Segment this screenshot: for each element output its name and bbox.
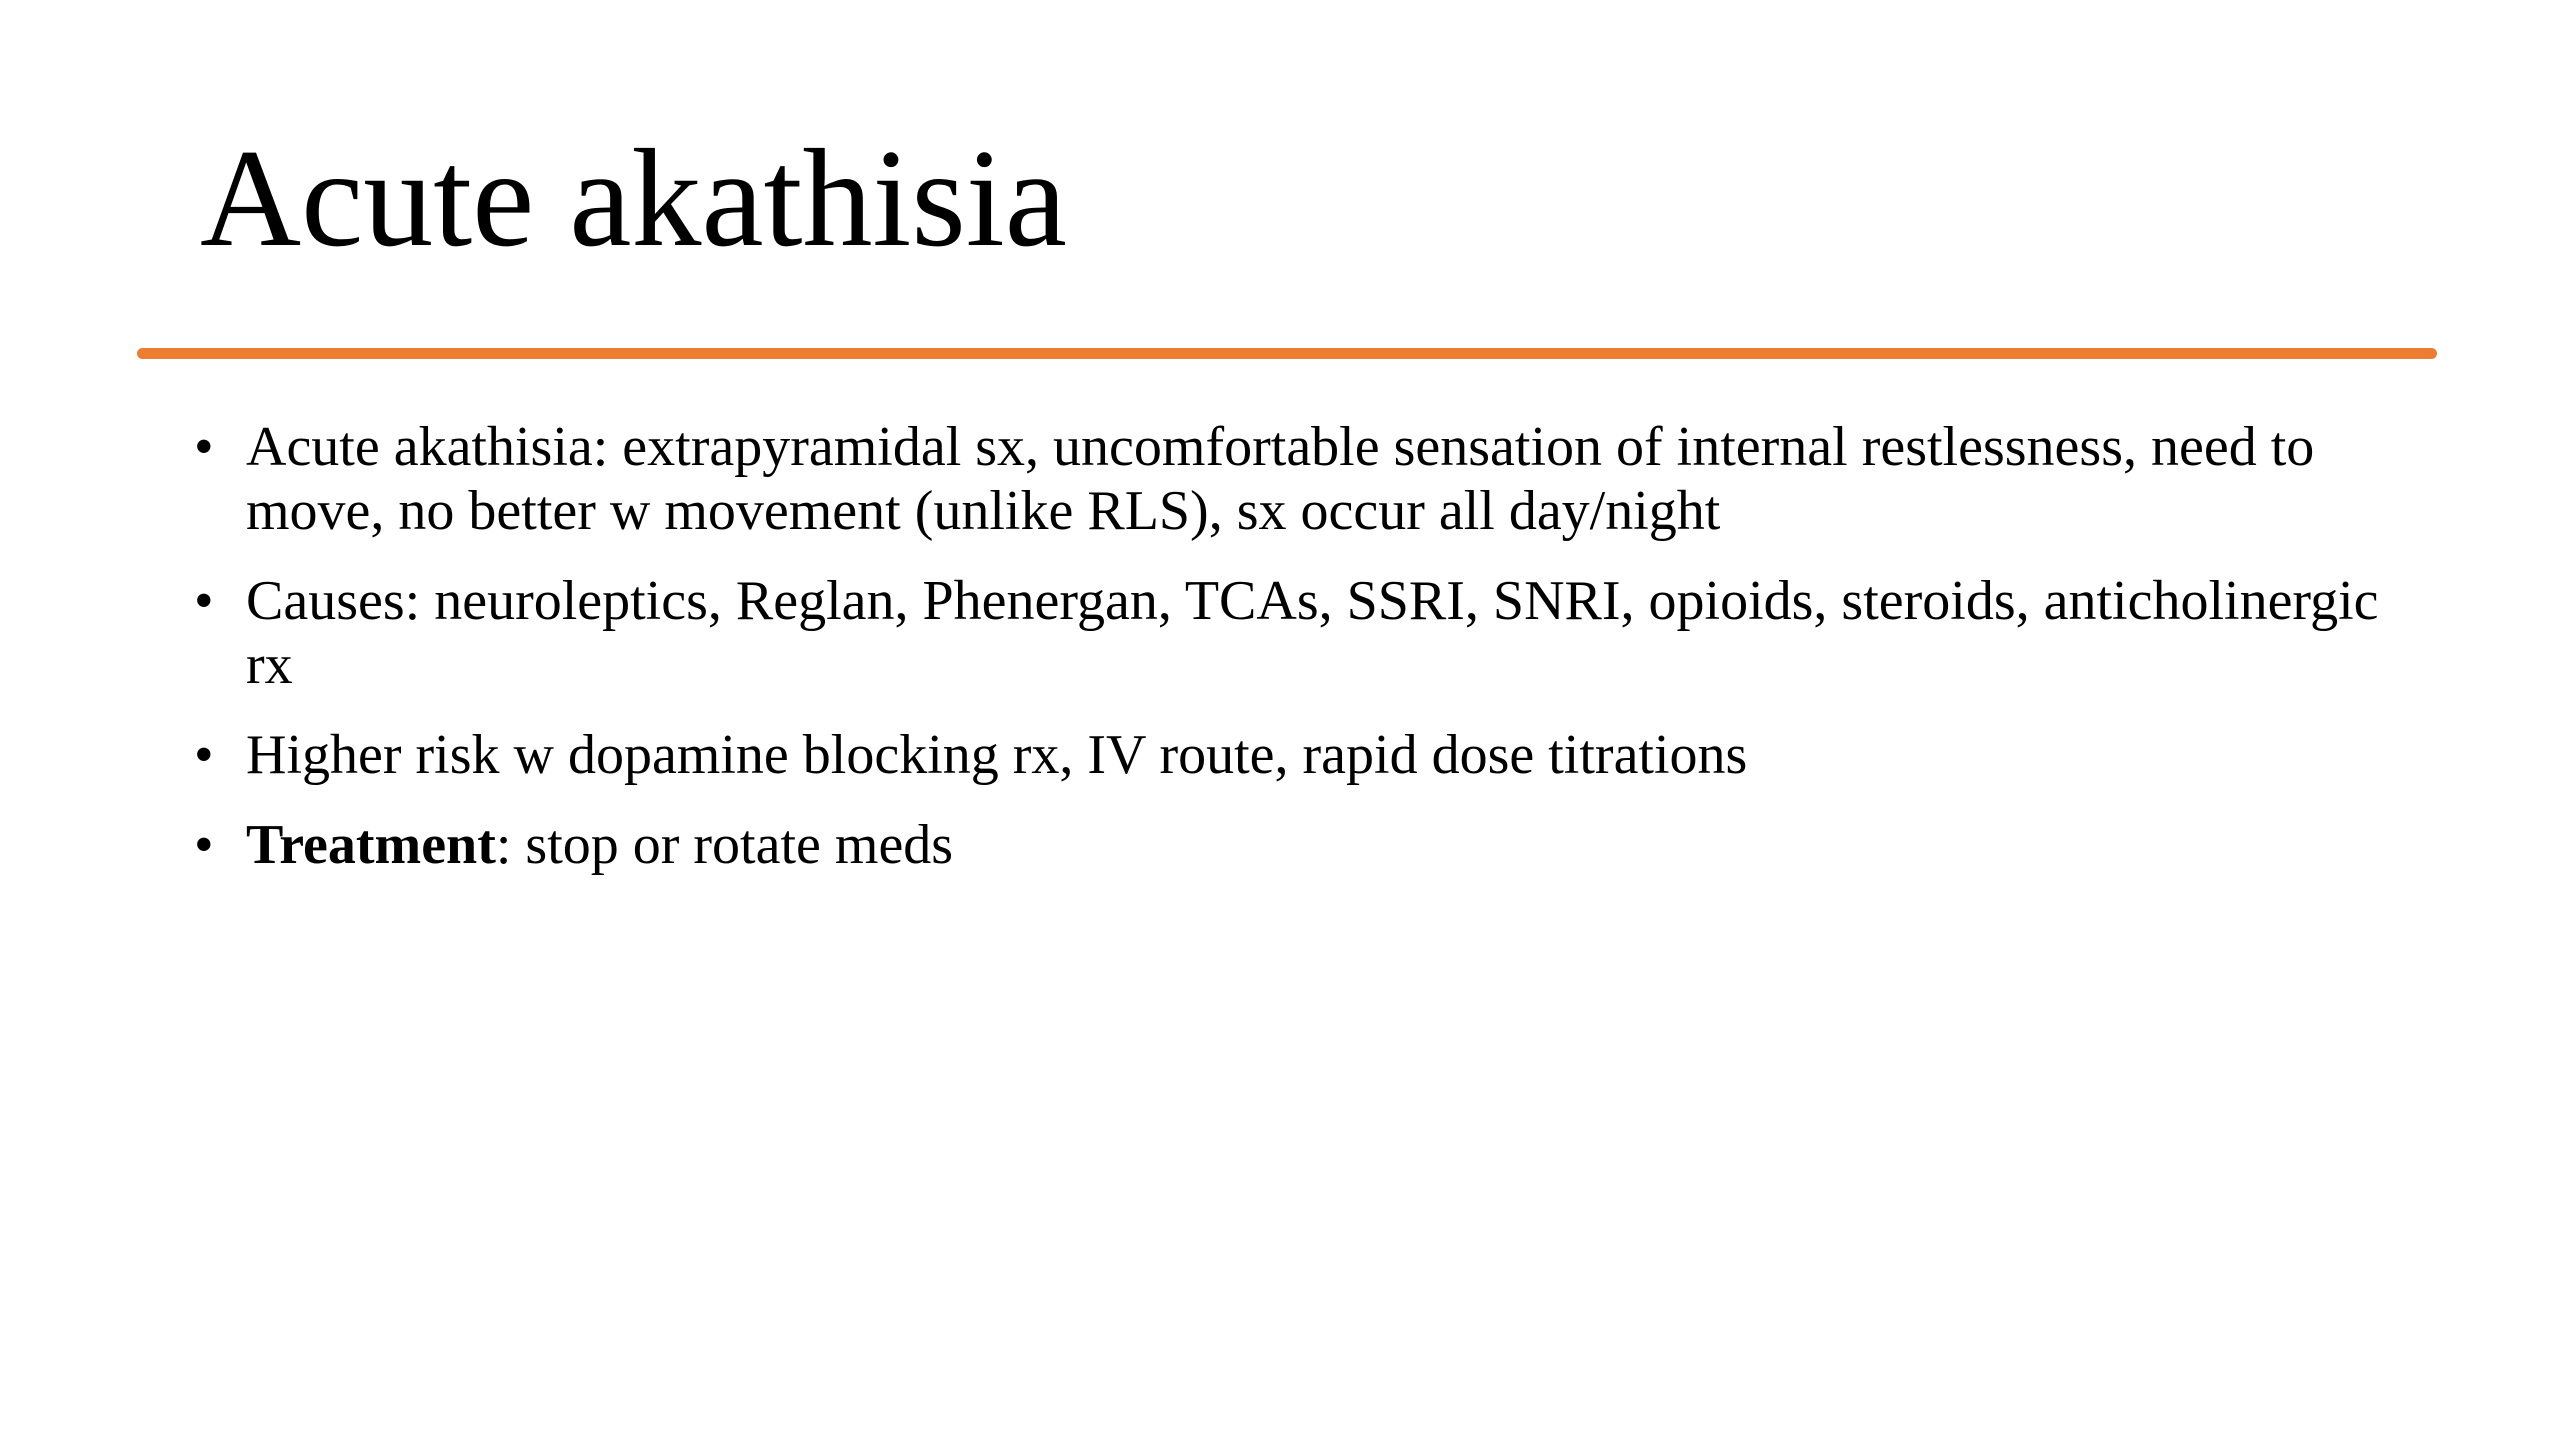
bullet-bold-term: Treatment xyxy=(246,814,496,876)
bullet-item-definition xyxy=(194,415,2400,543)
bullet-dot-icon: • xyxy=(194,724,214,786)
bullet-item-causes xyxy=(194,569,2400,697)
bullet-list xyxy=(194,415,2400,903)
bullet-dot-icon: • xyxy=(194,416,214,478)
bullet-text: : stop or rotate meds xyxy=(495,814,954,876)
bullet-text: Acute akathisia: extrapyramidal sx, uncomfortable sensation of internal restlessness, need to move, no better w movement (unlike RLS), sx occur all day/night xyxy=(246,416,2315,542)
bullet-dot-icon: • xyxy=(194,814,214,876)
bullet-item-treatment xyxy=(194,813,2400,877)
slide-title: Acute akathisia xyxy=(200,121,1067,276)
bullet-text: Causes: neuroleptics, Reglan, Phenergan, TCAs, SSRI, SNRI, opioids, steroids, anticholinergic rx xyxy=(246,570,2379,696)
bullet-item-risk xyxy=(194,723,2400,787)
bullet-text: Higher risk w dopamine blocking rx, IV route, rapid dose titrations xyxy=(246,724,1748,786)
title-divider xyxy=(137,348,2437,359)
bullet-dot-icon: • xyxy=(194,570,214,632)
